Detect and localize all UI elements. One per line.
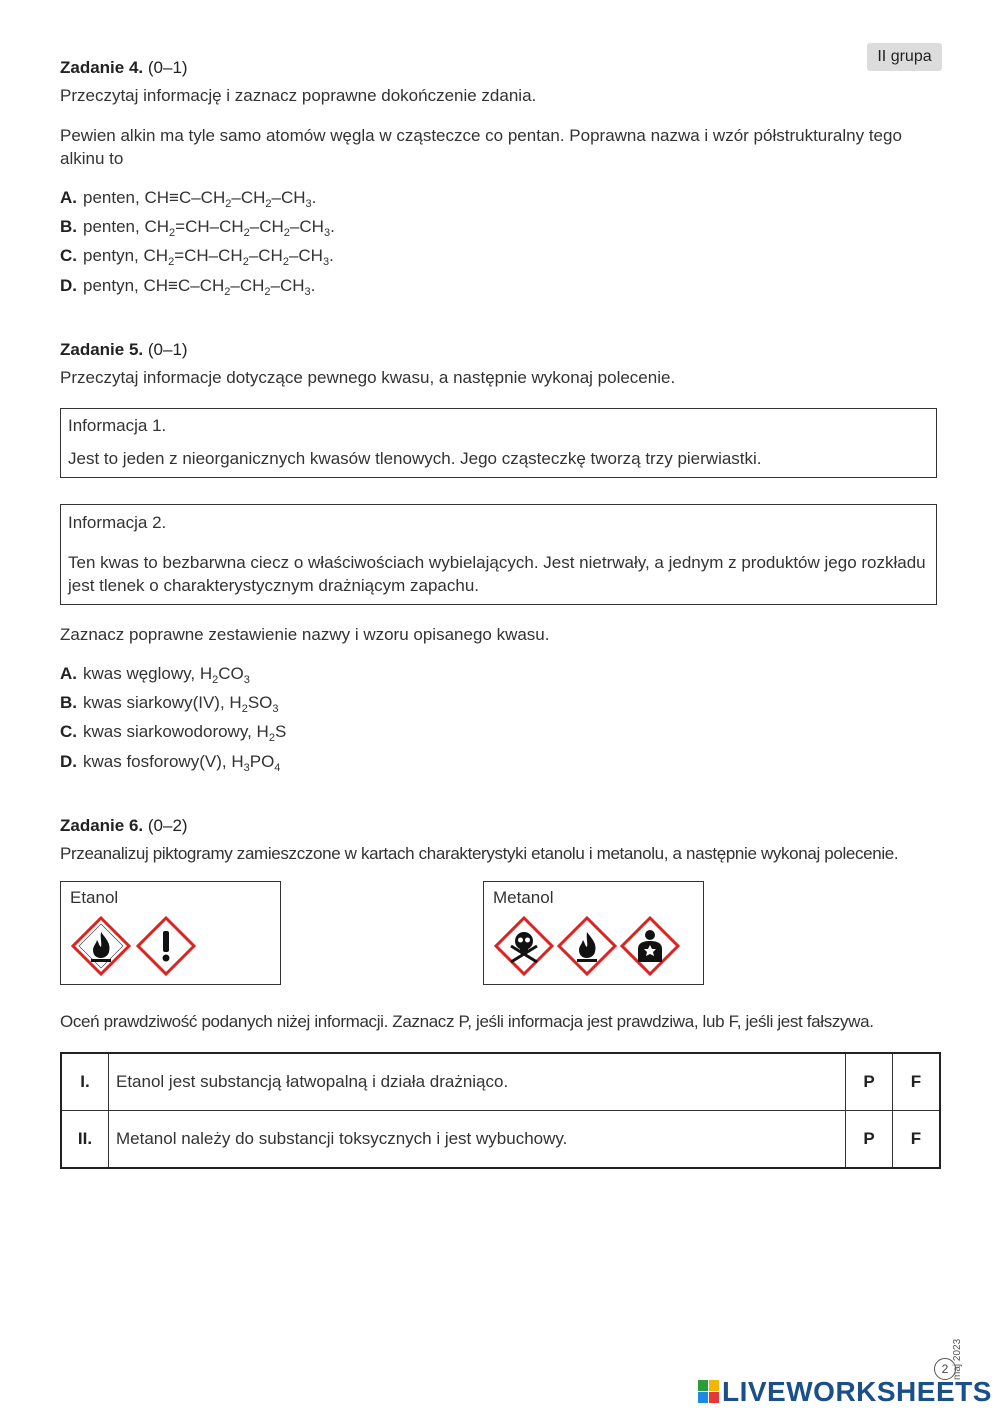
option-letter: B. bbox=[60, 217, 77, 236]
option-letter: C. bbox=[60, 722, 77, 741]
task4-text: Pewien alkin ma tyle samo atomów węgla w cząsteczce co pentan. Poprawna nazwa i wzór półstrukturalny tego alkinu to bbox=[60, 126, 902, 168]
task6-title bbox=[60, 816, 188, 836]
false-option-button[interactable]: F bbox=[893, 1111, 941, 1169]
option-formula: $H_2CO_3$ bbox=[199, 664, 250, 686]
true-option-button[interactable]: P bbox=[846, 1111, 893, 1169]
task4-option-a[interactable] bbox=[60, 188, 316, 208]
info1-label: Informacja 1. bbox=[68, 416, 167, 435]
option-name: kwas fosforowy(V), bbox=[83, 752, 227, 771]
option-letter: D. bbox=[60, 752, 77, 771]
task6-title-bold: Zadanie 6. bbox=[60, 816, 144, 835]
option-name: pentyn, bbox=[83, 246, 139, 265]
option-letter: A. bbox=[60, 664, 77, 683]
skull-crossbones-icon bbox=[494, 916, 554, 976]
brand-name: LIVEWORKSHEETS bbox=[722, 1376, 992, 1407]
task4-points: (0–1) bbox=[147, 58, 188, 77]
logo-grid-icon bbox=[698, 1380, 720, 1404]
option-name: penten, bbox=[83, 188, 140, 207]
true-false-table bbox=[60, 1052, 941, 1169]
metanol-box bbox=[483, 881, 704, 985]
option-letter: A. bbox=[60, 188, 77, 207]
option-formula: $H_2S$ bbox=[256, 722, 287, 744]
etanol-label: Etanol bbox=[70, 888, 119, 907]
group-badge: II grupa bbox=[867, 43, 942, 71]
flame-icon bbox=[71, 916, 131, 976]
table-row bbox=[61, 1053, 940, 1111]
task4-title bbox=[60, 58, 188, 78]
flame-icon bbox=[557, 916, 617, 976]
info2-text: Ten kwas to bezbarwna ciecz o właściwościach wybielających. Jest nietrwały, a jednym z produktów jego rozkładu jest tlenek o charakterystycznym drażniącym zapachu. bbox=[68, 553, 926, 595]
task5-option-b[interactable] bbox=[60, 693, 279, 713]
option-name: kwas węglowy, bbox=[83, 664, 196, 683]
option-name: penten, bbox=[83, 217, 140, 236]
task5-option-c[interactable] bbox=[60, 722, 286, 742]
option-formula: $CH\equiv C-CH_2-CH_2-CH_3$. bbox=[144, 188, 317, 210]
row-number: II. bbox=[61, 1111, 109, 1169]
option-formula: $CH_2=CH-CH_2-CH_2-CH_3$. bbox=[143, 246, 334, 268]
option-formula: $CH_2=CH-CH_2-CH_2-CH_3$. bbox=[144, 217, 335, 239]
task6-instruction: Przeanalizuj piktogramy zamieszczone w kartach charakterystyki etanolu i metanolu, a następnie wykonaj polecenie. bbox=[60, 844, 899, 863]
option-formula: $H_3PO_4$ bbox=[231, 752, 281, 774]
task6-points: (0–2) bbox=[147, 816, 188, 835]
task4-title-bold: Zadanie 4. bbox=[60, 58, 144, 77]
health-hazard-icon bbox=[620, 916, 680, 976]
etanol-box bbox=[60, 881, 281, 985]
row-number: I. bbox=[61, 1053, 109, 1111]
task4-instruction: Przeczytaj informację i zaznacz poprawne dokończenie zdania. bbox=[60, 86, 537, 105]
task4-option-d[interactable] bbox=[60, 276, 315, 296]
info-box-1 bbox=[60, 408, 937, 478]
task5-option-a[interactable] bbox=[60, 664, 250, 684]
exclamation-icon bbox=[136, 916, 196, 976]
page-number: 2 bbox=[934, 1358, 956, 1380]
task4-option-c[interactable] bbox=[60, 246, 334, 266]
true-option-button[interactable]: P bbox=[846, 1053, 893, 1111]
option-name: kwas siarkowodorowy, bbox=[83, 722, 252, 741]
task5-question: Zaznacz poprawne zestawienie nazwy i wzoru opisanego kwasu. bbox=[60, 625, 550, 644]
task5-option-d[interactable] bbox=[60, 752, 280, 772]
task6-question: Oceń prawdziwość podanych niżej informacji. Zaznacz P, jeśli informacja jest prawdziwa, lub F, jeśli jest fałszywa. bbox=[60, 1012, 874, 1031]
option-letter: B. bbox=[60, 693, 77, 712]
task4-option-b[interactable] bbox=[60, 217, 335, 237]
option-letter: D. bbox=[60, 276, 77, 295]
option-letter: C. bbox=[60, 246, 77, 265]
false-option-button[interactable]: F bbox=[893, 1053, 941, 1111]
option-name: kwas siarkowy(IV), bbox=[83, 693, 225, 712]
option-formula: $H_2SO_3$ bbox=[229, 693, 279, 715]
task5-title bbox=[60, 340, 188, 360]
task5-title-bold: Zadanie 5. bbox=[60, 340, 144, 359]
task5-points: (0–1) bbox=[147, 340, 188, 359]
row-statement: Etanol jest substancją łatwopalną i działa drażniąco. bbox=[109, 1053, 846, 1111]
metanol-label: Metanol bbox=[493, 888, 554, 907]
row-statement: Metanol należy do substancji toksycznych i jest wybuchowy. bbox=[109, 1111, 846, 1169]
info-box-2 bbox=[60, 504, 937, 605]
task5-instruction: Przeczytaj informacje dotyczące pewnego kwasu, a następnie wykonaj polecenie. bbox=[60, 368, 676, 387]
info2-label: Informacja 2. bbox=[68, 513, 167, 532]
edition-date: maj 2023 bbox=[952, 1338, 963, 1380]
info1-text: Jest to jeden z nieorganicznych kwasów tlenowych. Jego cząsteczkę tworzą trzy pierwiastki. bbox=[68, 449, 762, 468]
option-formula: $CH\equiv C-CH_2-CH_2-CH_3$. bbox=[143, 276, 316, 298]
table-row bbox=[61, 1111, 940, 1169]
option-name: pentyn, bbox=[83, 276, 139, 295]
